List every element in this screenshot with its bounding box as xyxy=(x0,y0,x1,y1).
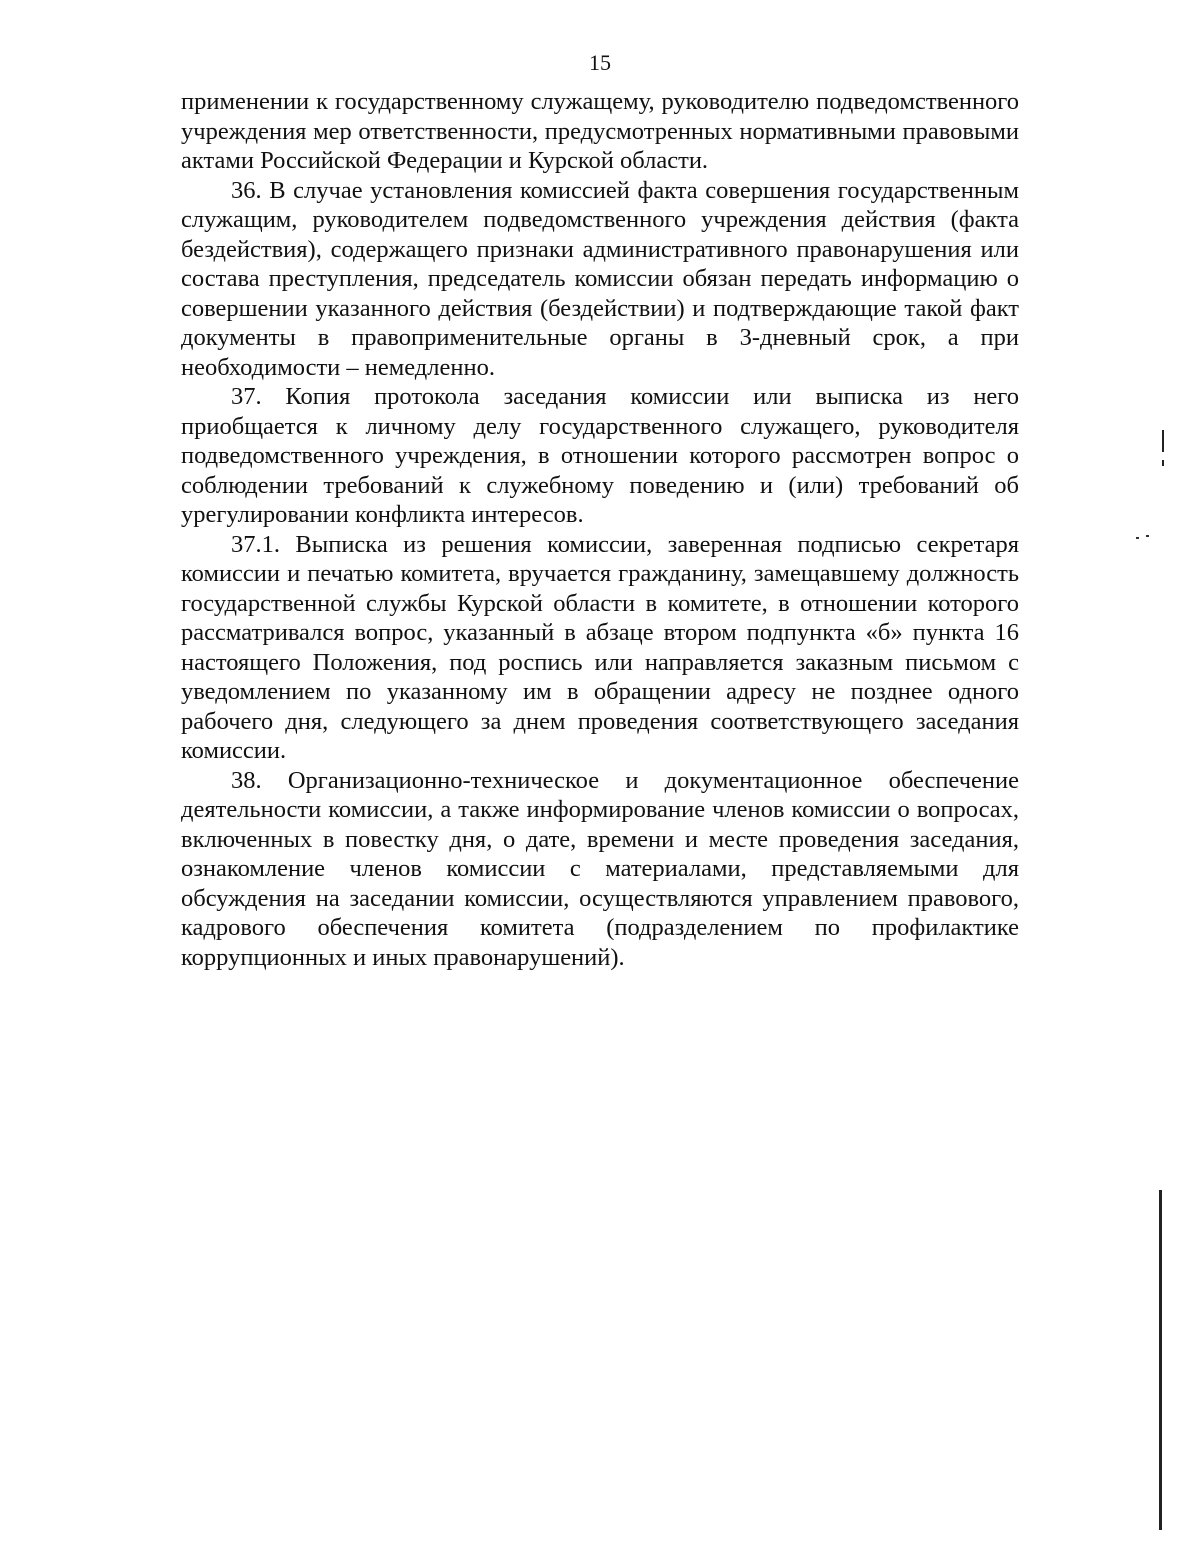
paragraph-38: 38. Организационно-техническое и документационное обеспечение деятельности комиссии, а также информирование членов комиссии о вопросах, включенных в повестку дня, о дате, времени и месте проведения заседания, ознакомление членов комиссии с материалами, представляемыми для обсуждения на заседании комиссии, осуществляются управлением правового, кадрового обеспечения комитета (подразделением по профилактике коррупционных и иных правонарушений). xyxy=(181,766,1019,971)
paragraph-37: 37. Копия протокола заседания комиссии или выписка из него приобщается к личному делу государственного служащего, руководителя подведомственного учреждения, в отношении которого рассмотрен вопрос о соблюдении требований к служебному поведению и (или) требований об урегулировании конфликта интересов. xyxy=(181,383,1019,528)
page-number: 15 xyxy=(589,50,611,75)
scan-artifact-dot xyxy=(1136,537,1139,539)
paragraph-37-1: 37.1. Выписка из решения комиссии, заверенная подписью секретаря комиссии и печатью комитета, вручается гражданину, замещавшему должность государственной службы Курской области в комитете, в отношении которого рассматривался вопрос, указанный в абзаце втором подпункта «б» пункта 16 настоящего Положения, под роспись или направляется заказным письмом с уведомлением по указанному им в обращении адресу не позднее одного рабочего дня, следующего за днем проведения соответствующего заседания комиссии. xyxy=(181,530,1019,764)
scan-artifact-dot xyxy=(1146,535,1149,537)
paragraph-36: 36. В случае установления комиссией факта совершения государственным служащим, руководителем подведомственного учреждения действия (факта бездействия), содержащего признаки административного правонарушения или состава преступления, председатель комиссии обязан передать информацию о совершении указанного действия (бездействии) и подтверждающие такой факт документы в правоприменительные органы в 3-дневный срок, а при необходимости – немедленно. xyxy=(181,176,1019,381)
document-body xyxy=(181,87,1019,972)
paragraph-continuation: применении к государственному служащему, руководителю подведомственного учреждения мер ответственности, предусмотренных нормативными правовыми актами Российской Федерации и Курской области. xyxy=(181,88,1019,174)
scan-artifact-mark xyxy=(1162,460,1164,466)
scan-artifact-mark xyxy=(1162,430,1164,452)
scan-edge-line xyxy=(1159,1190,1162,1530)
